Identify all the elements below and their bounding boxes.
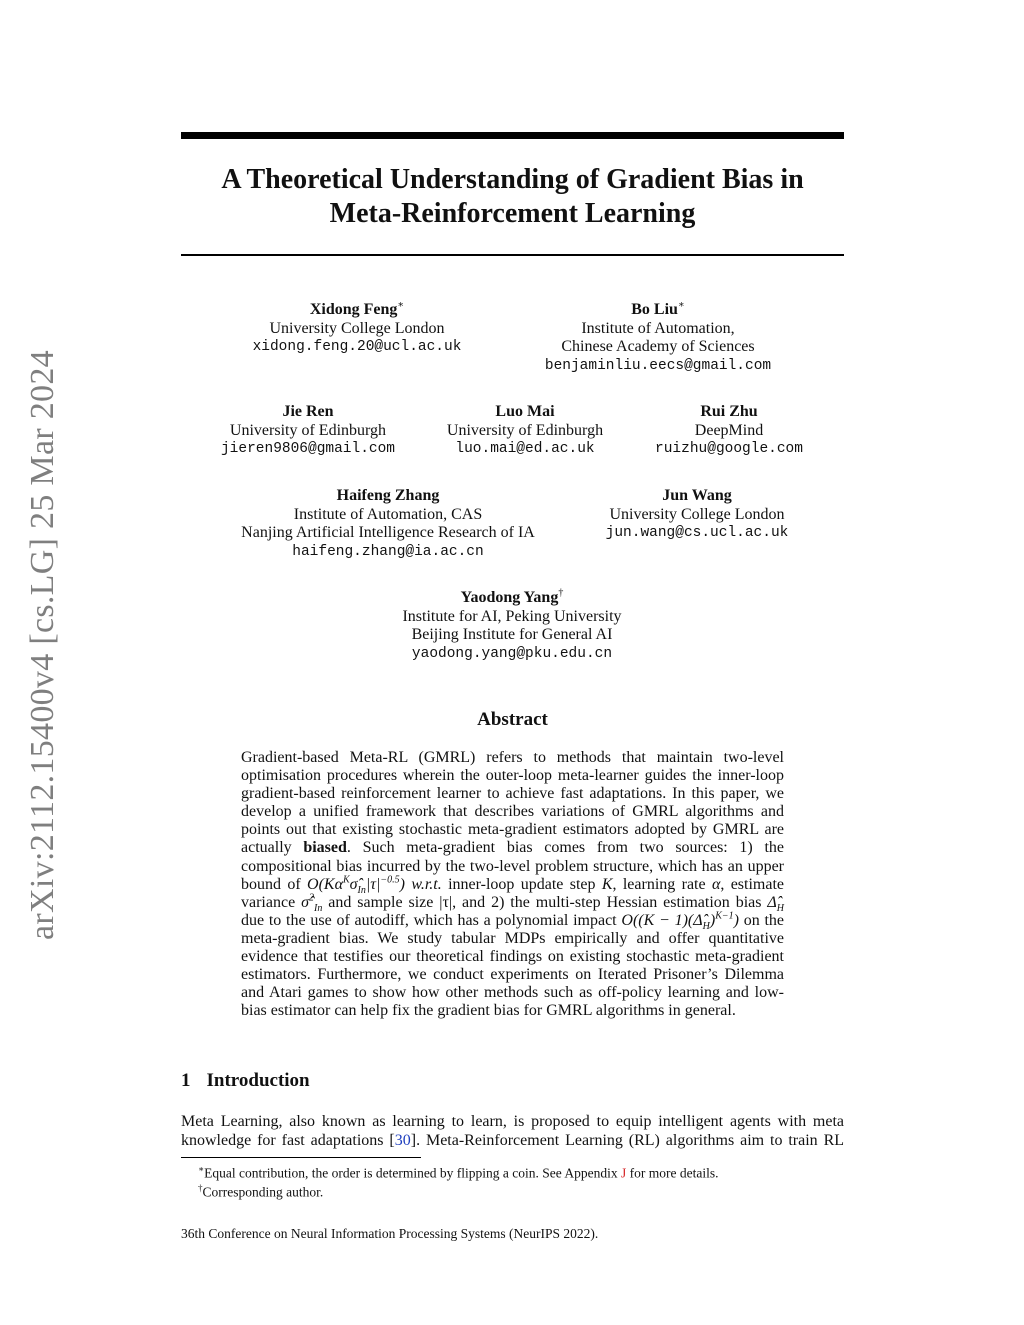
footnote-corresponding-author xyxy=(198,1180,323,1201)
author-affiliation-2: Beijing Institute for General AI xyxy=(411,626,613,643)
author-block xyxy=(253,301,462,357)
author-block xyxy=(402,589,621,663)
abstract-text xyxy=(241,749,784,1020)
abstract-heading: Abstract xyxy=(477,709,548,730)
abstract-segment: , learning rate xyxy=(612,875,706,893)
author-affiliation: University of Edinburgh xyxy=(446,421,604,439)
abstract-segment: on the meta-gradient bias. We study tabular MDPs empirically and offer quantitative evidence that testifies our theoretical findings on existing stochastic meta-gradient estimators. Furthermore, we conduct experiments on Iterated Prisoner’s Dilemma and Atari games to show how other methods such as off-policy learning and low-bias estimator can help fix the gradient bias for GMRL algorithms in general. xyxy=(241,911,785,1020)
author-block xyxy=(241,487,535,561)
arxiv-identifier-stamp: arXiv:2112.15400v4 [cs.LG] 25 Mar 2024 xyxy=(24,350,61,940)
author-affiliation: University College London xyxy=(609,505,785,523)
author-name: Rui Zhu xyxy=(700,403,758,420)
footnote-mark: † xyxy=(198,1183,203,1193)
symbol-alpha: α xyxy=(711,875,721,893)
author-affiliation: DeepMind xyxy=(694,421,764,439)
author-name: Xidong Feng xyxy=(309,301,398,318)
title-bottom-rule xyxy=(181,254,844,256)
author-name: Luo Mai xyxy=(495,403,555,420)
author-mark: ∗ xyxy=(397,299,405,311)
footnote-equal-contribution xyxy=(198,1161,719,1182)
introduction-paragraph xyxy=(181,1112,844,1150)
abstract-segment: and sample size |τ|, and 2) the multi-step Hessian estimation bias xyxy=(328,893,762,911)
formula-variance: σ̂$^2_{In}$ xyxy=(301,892,323,914)
abstract-segment: Gradient-based Meta-RL (GMRL) refers to methods that maintain two-level optimisation procedures wherein the outer-loop meta-learner guides the inner-loop gradient-based reinforcement learner to achieve fast adaptations. In this paper, we develop a unified framework that describes variations of GMRL algorithms and points out that existing stochastic meta-gradient estimators adopted by GMRL are actually xyxy=(241,749,784,857)
footnote-mark: ∗ xyxy=(198,1164,205,1174)
author-name: Jun Wang xyxy=(662,487,732,504)
abstract-segment: , estimate variance xyxy=(241,875,785,911)
author-affiliation: University of Edinburgh xyxy=(229,421,387,439)
paper-title-line-2: Meta-Reinforcement Learning xyxy=(329,198,696,229)
author-mark: † xyxy=(558,587,564,599)
paper-title xyxy=(181,163,844,231)
author-block xyxy=(221,403,395,459)
section-title: Introduction xyxy=(206,1070,310,1091)
footnote-text: for more details. xyxy=(629,1165,719,1181)
author-email[interactable]: benjaminliu.eecs@gmail.com xyxy=(544,357,772,374)
author-email[interactable]: xidong.feng.20@ucl.ac.uk xyxy=(252,339,462,355)
title-top-rule xyxy=(181,132,844,139)
intro-segment: ]. Meta-Reinforcement Learning (RL) algorithms aim to train RL xyxy=(410,1132,845,1149)
author-email[interactable]: luo.mai@ed.ac.uk xyxy=(455,441,595,457)
author-block xyxy=(606,487,789,543)
author-mark: ∗ xyxy=(677,299,685,311)
author-name: Jie Ren xyxy=(282,403,334,420)
author-affiliation-2: Nanjing Artificial Intelligence Research of IA xyxy=(241,524,535,541)
author-affiliation: Institute of Automation, CAS xyxy=(293,505,483,523)
section-number: 1 xyxy=(181,1070,191,1091)
symbol-k: K xyxy=(601,875,613,893)
author-name: Haifeng Zhang xyxy=(336,487,440,504)
footnote-text: Equal contribution, the order is determined by flipping a coin. See Appendix xyxy=(204,1165,618,1181)
author-name: Yaodong Yang xyxy=(460,589,559,606)
author-block xyxy=(545,301,771,375)
venue-note: 36th Conference on Neural Information Processing Systems (NeurIPS 2022). xyxy=(181,1226,599,1241)
formula-hessian-bias: $\Deltâ_H$ xyxy=(767,893,785,914)
author-affiliation: University College London xyxy=(269,319,445,337)
author-email[interactable]: ruizhu@google.com xyxy=(655,441,803,457)
section-heading xyxy=(181,1070,310,1092)
author-affiliation: Institute for AI, Peking University xyxy=(402,607,622,625)
author-affiliation: Institute of Automation, xyxy=(581,319,735,337)
abstract-bold-term: biased xyxy=(303,839,347,857)
author-affiliation-2: Chinese Academy of Sciences xyxy=(561,338,755,355)
author-email[interactable]: yaodong.yang@pku.edu.cn xyxy=(411,645,613,662)
author-name: Bo Liu xyxy=(631,301,678,318)
author-email[interactable]: jun.wang@cs.ucl.ac.uk xyxy=(605,525,789,541)
footnote-rule xyxy=(181,1157,421,1158)
formula-polynomial-impact: $O((K - 1)(\Deltâ_H)^{K-1})$ xyxy=(621,910,739,933)
appendix-link[interactable]: J xyxy=(621,1165,627,1181)
abstract-segment: . Such meta-gradient bias comes from two sources: 1) the compositional bias incurred by the two-level problem structure, which has an upper bound of xyxy=(241,839,784,893)
author-email[interactable]: jieren9806@gmail.com xyxy=(220,441,396,457)
author-block xyxy=(447,403,603,459)
abstract-wrt: w.r.t. xyxy=(411,875,442,893)
formula-compositional-bias: $O(K\alpha^K\sigmâ_{In}|\tau|^{-0.5})$ xyxy=(307,874,405,896)
abstract-segment: inner-loop update step xyxy=(448,875,596,893)
author-block xyxy=(655,403,803,459)
paper-title-line-1: A Theoretical Understanding of Gradient Bias in xyxy=(221,164,804,195)
author-email[interactable]: haifeng.zhang@ia.ac.cn xyxy=(292,543,484,560)
citation-link[interactable]: 30 xyxy=(394,1132,411,1149)
intro-segment: Meta Learning, also known as learning to learn, is proposed to equip intelligent agents with meta knowledge for fast adaptations [ xyxy=(181,1113,844,1149)
footnote-text: Corresponding author. xyxy=(202,1184,324,1200)
abstract-segment: due to the use of autodiff, which has a polynomial impact xyxy=(241,911,617,929)
